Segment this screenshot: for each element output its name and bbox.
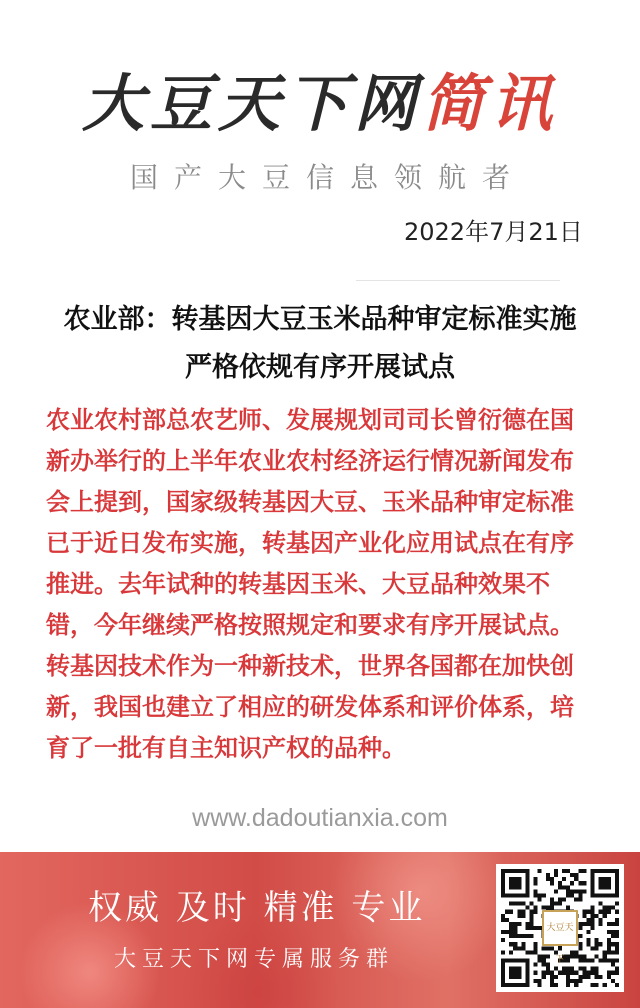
title-line-1: 农业部：转基因大豆玉米品种审定标准实施: [63, 304, 577, 335]
article-body: [46, 400, 582, 769]
paragraph-2: 转基因技术作为一种新技术，世界各国都在加快创新，我国也建立了相应的研发体系和评价体系，培育了一批有自主知识产权的品种。: [46, 652, 574, 762]
title-line-2: 严格依规有序开展试点: [185, 352, 455, 383]
slogan: 国产大豆信息领航者: [129, 161, 526, 194]
publish-date: 2022年7月21日: [404, 218, 583, 246]
divider: [356, 280, 560, 281]
footer-banner: [0, 852, 640, 1008]
brand-logo: [0, 64, 640, 144]
qr-code-icon[interactable]: [496, 864, 624, 992]
brand-accent: 简讯: [422, 67, 559, 140]
qr-logo: 大豆天下: [542, 910, 578, 946]
brand-main: 大豆天下网: [81, 67, 422, 140]
website-link[interactable]: www.dadoutianxia.com: [192, 804, 448, 832]
article-title: [8, 296, 632, 392]
paragraph-1: 农业农村部总农艺师、发展规划司司长曾衍德在国新办举行的上半年农业农村经济运行情况新闻发布会上提到，国家级转基因大豆、玉米品种审定标准已于近日发布实施，转基因产业化应用试点在有序推进。去年试种的转基因玉米、大豆品种效果不错，今年继续严格按照规定和要求有序开展试点。: [46, 406, 574, 639]
footer-group-name: 大豆天下网专属服务群: [114, 947, 395, 972]
footer-tagline: 权威 及时 精准 专业: [88, 888, 426, 928]
